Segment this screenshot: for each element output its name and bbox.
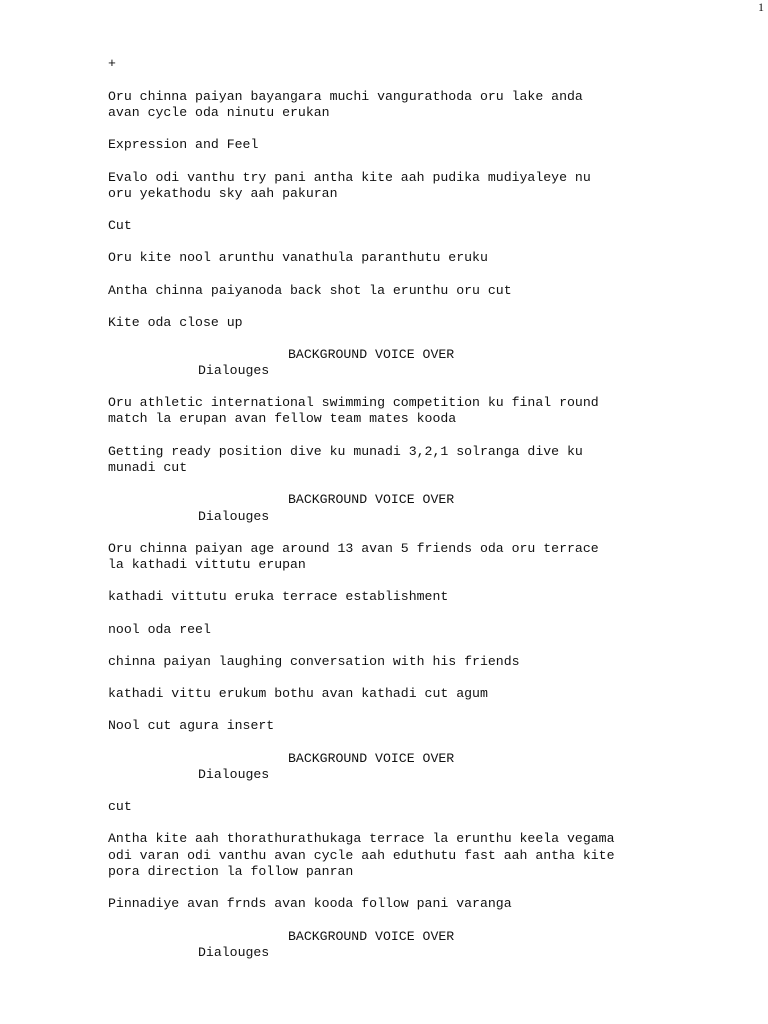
action-line: + [108, 56, 116, 71]
action-line: Pinnadiye avan frnds avan kooda follow pani varanga [108, 896, 512, 911]
action-line: Getting ready position dive ku munadi 3,2,1 solranga dive ku [108, 444, 583, 459]
transition-line: Cut [108, 218, 132, 233]
action-line: match la erupan avan fellow team mates kooda [108, 411, 457, 426]
action-line: Expression and Feel [108, 137, 259, 152]
action-line: munadi cut [108, 460, 188, 475]
action-line: Evalo odi vanthu try pani antha kite aah pudika mudiyaleye nu [108, 170, 591, 185]
character-cue: BACKGROUND VOICE OVER [288, 347, 455, 362]
dialogue-line: Dialouges [198, 509, 270, 524]
action-line: la kathadi vittutu erupan [108, 557, 306, 572]
action-line: Oru chinna paiyan age around 13 avan 5 friends oda oru terrace [108, 541, 599, 556]
character-cue: BACKGROUND VOICE OVER [288, 751, 455, 766]
action-line: chinna paiyan laughing conversation with his friends [108, 654, 520, 669]
action-line: avan cycle oda ninutu erukan [108, 105, 330, 120]
action-line: Oru chinna paiyan bayangara muchi vangurathoda oru lake anda [108, 89, 583, 104]
action-line: kathadi vittu erukum bothu avan kathadi cut agum [108, 686, 488, 701]
action-line: Oru athletic international swimming competition ku final round [108, 395, 599, 410]
page-number: 1 [758, 0, 764, 14]
action-line: odi varan odi vanthu avan cycle aah eduthutu fast aah antha kite [108, 848, 615, 863]
dialogue-line: Dialouges [198, 363, 270, 378]
dialogue-line: Dialouges [198, 945, 270, 960]
character-cue: BACKGROUND VOICE OVER [288, 929, 455, 944]
action-line: Oru kite nool arunthu vanathula paranthutu eruku [108, 250, 488, 265]
action-line: nool oda reel [108, 622, 211, 637]
transition-line: cut [108, 799, 132, 814]
action-line: kathadi vittutu eruka terrace establishment [108, 589, 449, 604]
dialogue-line: Dialouges [198, 767, 270, 782]
action-line: Antha kite aah thorathurathukaga terrace la erunthu keela vegama [108, 831, 615, 846]
action-line: Kite oda close up [108, 315, 243, 330]
action-line: pora direction la follow panran [108, 864, 354, 879]
action-line: Antha chinna paiyanoda back shot la erunthu oru cut [108, 283, 512, 298]
character-cue: BACKGROUND VOICE OVER [288, 492, 455, 507]
action-line: oru yekathodu sky aah pakuran [108, 186, 338, 201]
action-line: Nool cut agura insert [108, 718, 275, 733]
